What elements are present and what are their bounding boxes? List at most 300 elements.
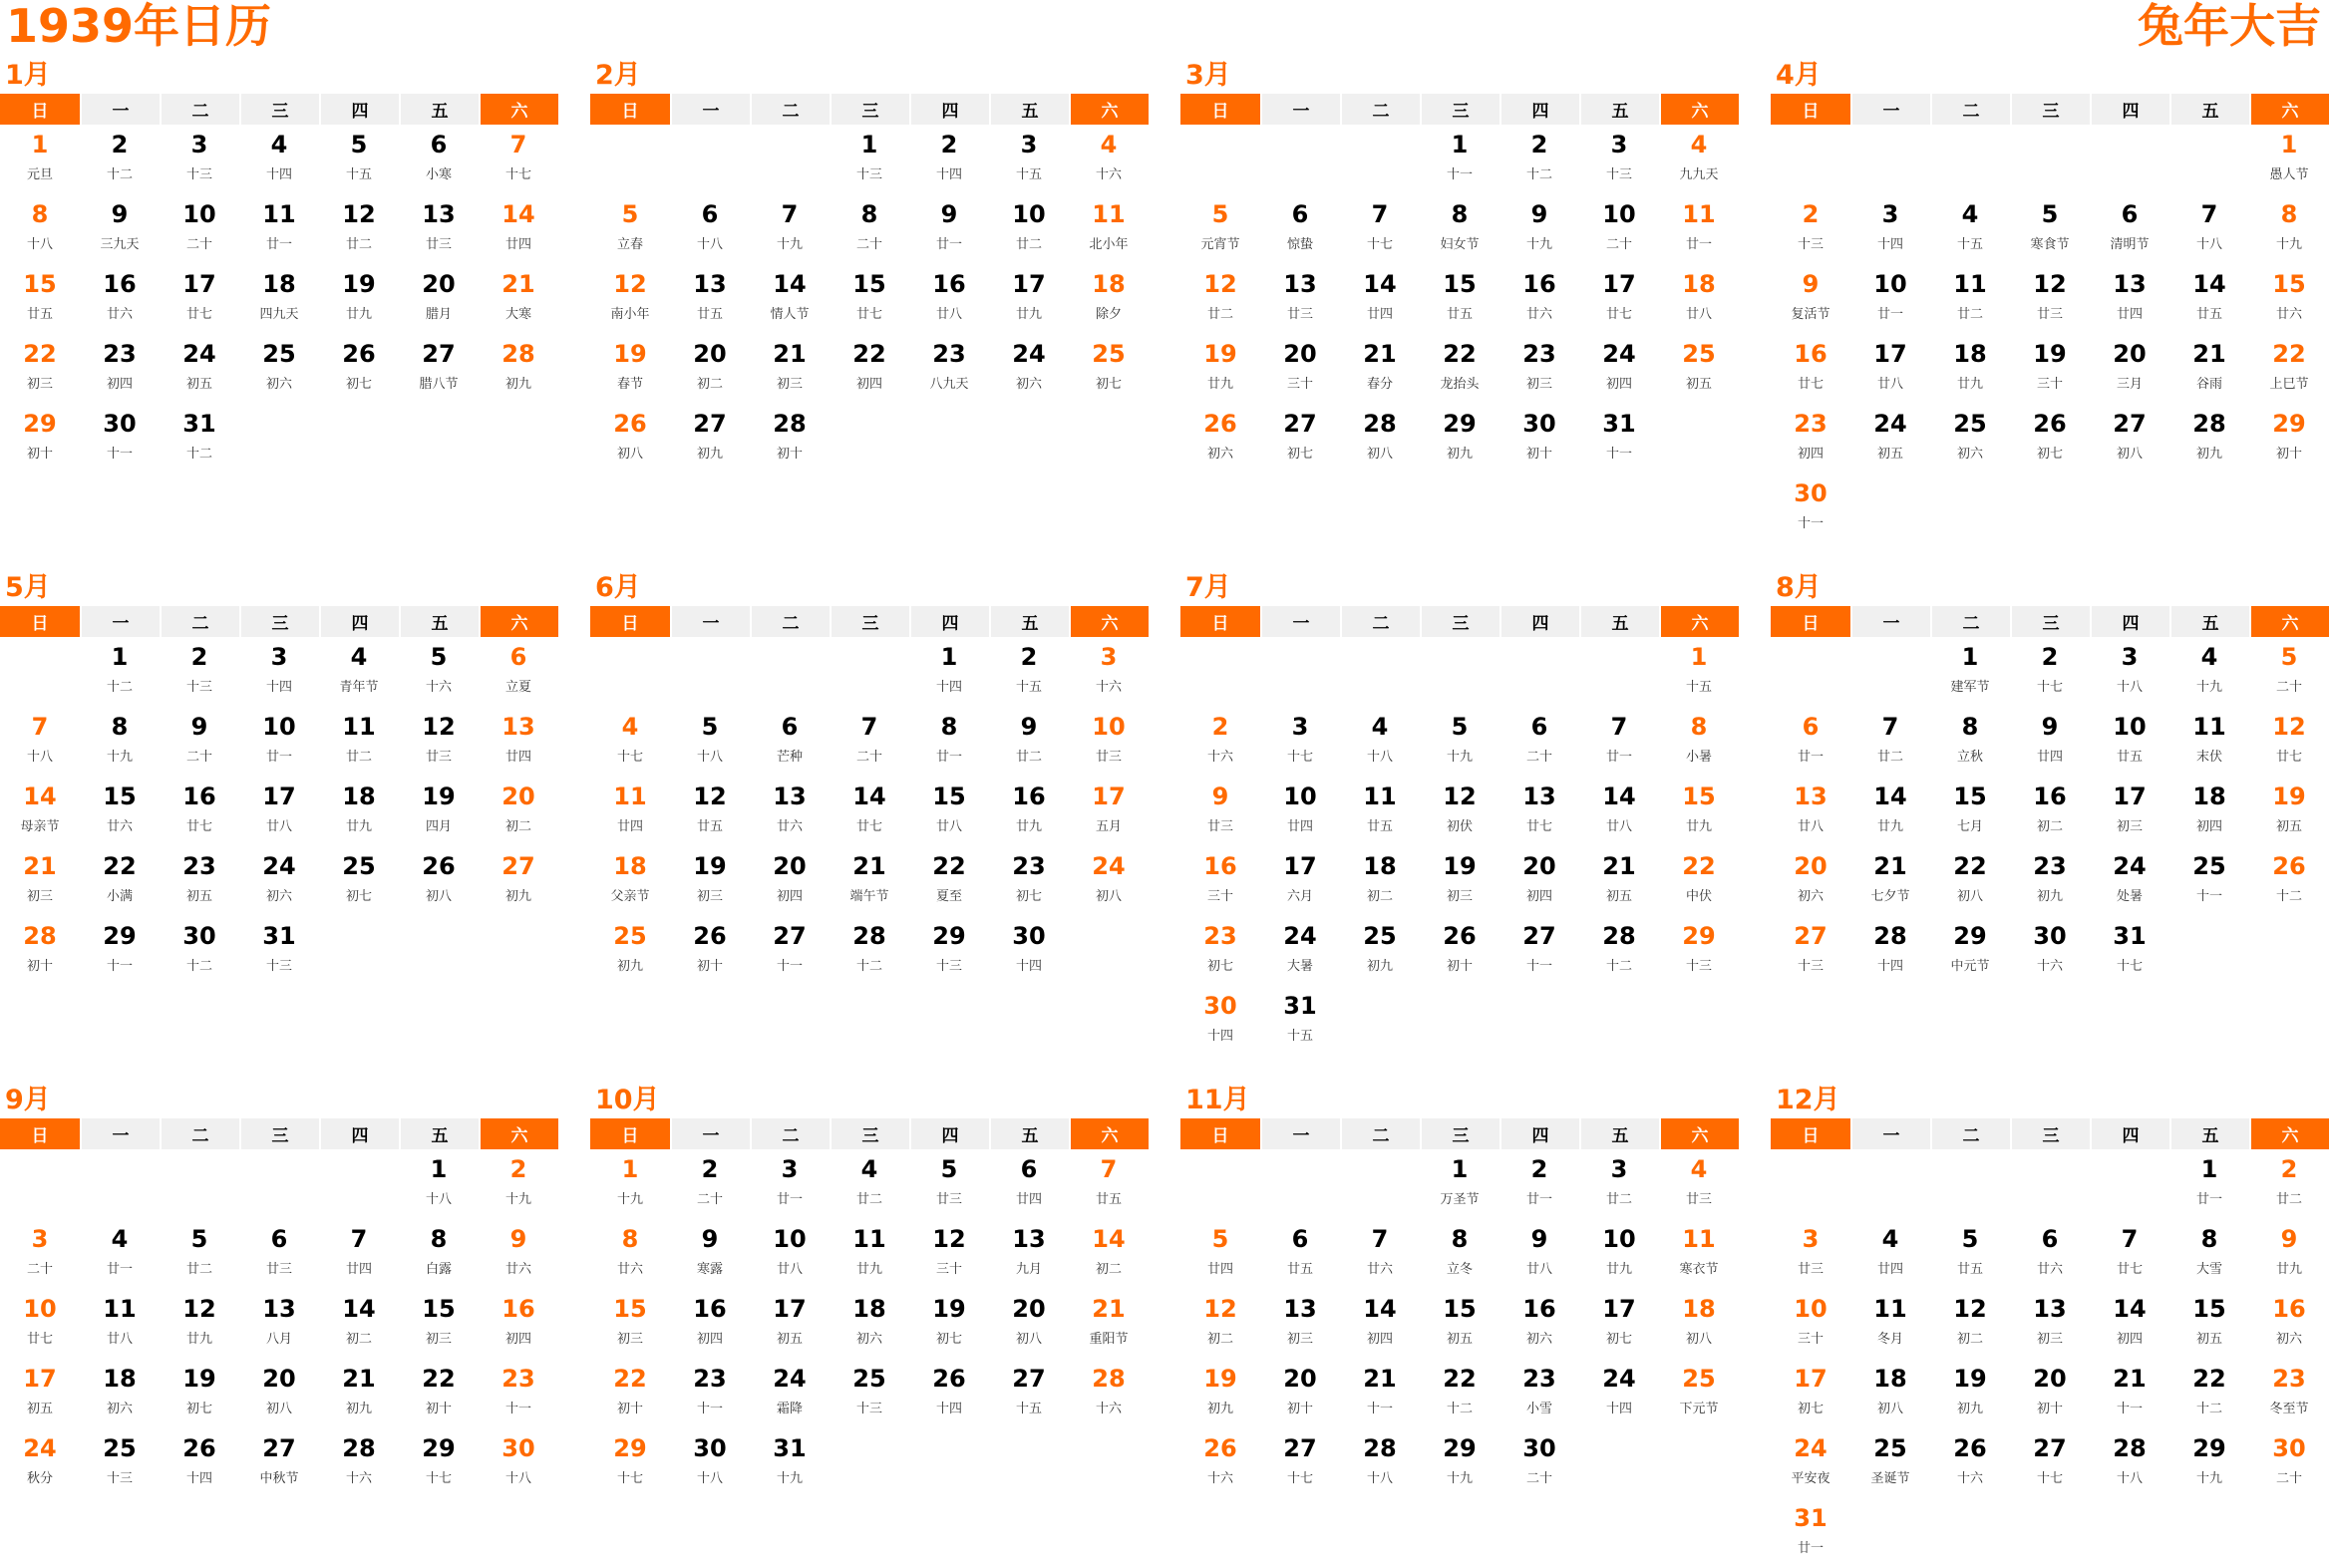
day-cell[interactable] bbox=[1850, 1219, 1930, 1289]
day-cell[interactable] bbox=[1850, 707, 1930, 777]
day-cell[interactable] bbox=[1260, 707, 1340, 777]
day-cell[interactable] bbox=[1340, 1428, 1420, 1498]
day-cell[interactable] bbox=[319, 707, 399, 777]
day-cell[interactable] bbox=[830, 1219, 909, 1289]
day-cell[interactable] bbox=[1930, 637, 2010, 707]
day-cell[interactable] bbox=[830, 1359, 909, 1428]
day-cell[interactable] bbox=[2169, 637, 2249, 707]
day-cell[interactable] bbox=[239, 1289, 319, 1359]
day-cell[interactable] bbox=[2249, 777, 2329, 846]
day-cell[interactable] bbox=[1180, 986, 1260, 1056]
day-cell[interactable] bbox=[590, 846, 670, 916]
day-cell[interactable] bbox=[2090, 1428, 2169, 1498]
day-cell[interactable] bbox=[590, 1149, 670, 1219]
day-cell[interactable] bbox=[1420, 916, 1499, 986]
day-cell[interactable] bbox=[160, 334, 239, 404]
day-cell[interactable] bbox=[2090, 1359, 2169, 1428]
day-cell[interactable] bbox=[1180, 404, 1260, 473]
day-cell[interactable] bbox=[2010, 334, 2090, 404]
day-cell[interactable] bbox=[80, 916, 160, 986]
day-cell[interactable] bbox=[1499, 1219, 1579, 1289]
day-cell[interactable] bbox=[1420, 264, 1499, 334]
day-cell[interactable] bbox=[1340, 707, 1420, 777]
day-cell[interactable] bbox=[1069, 777, 1149, 846]
day-cell[interactable] bbox=[750, 707, 830, 777]
day-cell[interactable] bbox=[2010, 707, 2090, 777]
day-cell[interactable] bbox=[399, 194, 479, 264]
day-cell[interactable] bbox=[1930, 404, 2010, 473]
day-cell[interactable] bbox=[319, 1359, 399, 1428]
day-cell[interactable] bbox=[2169, 1289, 2249, 1359]
day-cell[interactable] bbox=[670, 1359, 750, 1428]
day-cell[interactable] bbox=[830, 777, 909, 846]
day-cell[interactable] bbox=[1850, 194, 1930, 264]
day-cell[interactable] bbox=[80, 846, 160, 916]
day-cell[interactable] bbox=[1499, 125, 1579, 194]
day-cell[interactable] bbox=[1850, 264, 1930, 334]
day-cell[interactable] bbox=[239, 1219, 319, 1289]
day-cell[interactable] bbox=[670, 194, 750, 264]
day-cell[interactable] bbox=[479, 1359, 558, 1428]
day-cell[interactable] bbox=[1180, 1289, 1260, 1359]
day-cell[interactable] bbox=[909, 1219, 989, 1289]
day-cell[interactable] bbox=[80, 1219, 160, 1289]
day-cell[interactable] bbox=[2090, 846, 2169, 916]
day-cell[interactable] bbox=[479, 637, 558, 707]
day-cell[interactable] bbox=[909, 1359, 989, 1428]
day-cell[interactable] bbox=[909, 846, 989, 916]
day-cell[interactable] bbox=[2090, 1289, 2169, 1359]
day-cell[interactable] bbox=[479, 1219, 558, 1289]
day-cell[interactable] bbox=[830, 707, 909, 777]
day-cell[interactable] bbox=[1850, 1428, 1930, 1498]
day-cell[interactable] bbox=[590, 1428, 670, 1498]
day-cell[interactable] bbox=[319, 777, 399, 846]
day-cell[interactable] bbox=[1340, 777, 1420, 846]
day-cell[interactable] bbox=[1499, 707, 1579, 777]
day-cell[interactable] bbox=[2090, 777, 2169, 846]
day-cell[interactable] bbox=[590, 1359, 670, 1428]
day-cell[interactable] bbox=[0, 334, 80, 404]
day-cell[interactable] bbox=[2249, 637, 2329, 707]
day-cell[interactable] bbox=[239, 637, 319, 707]
day-cell[interactable] bbox=[1579, 264, 1659, 334]
day-cell[interactable] bbox=[1930, 707, 2010, 777]
day-cell[interactable] bbox=[670, 916, 750, 986]
day-cell[interactable] bbox=[2090, 194, 2169, 264]
day-cell[interactable] bbox=[1069, 637, 1149, 707]
day-cell[interactable] bbox=[1850, 777, 1930, 846]
day-cell[interactable] bbox=[1659, 1149, 1739, 1219]
day-cell[interactable] bbox=[1069, 1219, 1149, 1289]
day-cell[interactable] bbox=[0, 194, 80, 264]
day-cell[interactable] bbox=[160, 916, 239, 986]
day-cell[interactable] bbox=[590, 404, 670, 473]
day-cell[interactable] bbox=[590, 916, 670, 986]
day-cell[interactable] bbox=[670, 1428, 750, 1498]
day-cell[interactable] bbox=[1499, 916, 1579, 986]
day-cell[interactable] bbox=[2249, 1149, 2329, 1219]
day-cell[interactable] bbox=[2090, 1219, 2169, 1289]
day-cell[interactable] bbox=[1499, 404, 1579, 473]
day-cell[interactable] bbox=[989, 1149, 1069, 1219]
day-cell[interactable] bbox=[1771, 916, 1850, 986]
day-cell[interactable] bbox=[1180, 777, 1260, 846]
day-cell[interactable] bbox=[1260, 1359, 1340, 1428]
day-cell[interactable] bbox=[399, 637, 479, 707]
day-cell[interactable] bbox=[750, 1428, 830, 1498]
day-cell[interactable] bbox=[2249, 1359, 2329, 1428]
day-cell[interactable] bbox=[1659, 1359, 1739, 1428]
day-cell[interactable] bbox=[1771, 1359, 1850, 1428]
day-cell[interactable] bbox=[1340, 846, 1420, 916]
day-cell[interactable] bbox=[1260, 986, 1340, 1056]
day-cell[interactable] bbox=[399, 125, 479, 194]
day-cell[interactable] bbox=[1069, 846, 1149, 916]
day-cell[interactable] bbox=[1771, 1289, 1850, 1359]
day-cell[interactable] bbox=[1180, 194, 1260, 264]
day-cell[interactable] bbox=[1420, 707, 1499, 777]
day-cell[interactable] bbox=[989, 334, 1069, 404]
day-cell[interactable] bbox=[1340, 404, 1420, 473]
day-cell[interactable] bbox=[670, 264, 750, 334]
day-cell[interactable] bbox=[1659, 1219, 1739, 1289]
day-cell[interactable] bbox=[1260, 1219, 1340, 1289]
day-cell[interactable] bbox=[2090, 334, 2169, 404]
day-cell[interactable] bbox=[160, 404, 239, 473]
day-cell[interactable] bbox=[2010, 637, 2090, 707]
day-cell[interactable] bbox=[1579, 846, 1659, 916]
day-cell[interactable] bbox=[1069, 1149, 1149, 1219]
day-cell[interactable] bbox=[399, 264, 479, 334]
day-cell[interactable] bbox=[1180, 1219, 1260, 1289]
day-cell[interactable] bbox=[1499, 334, 1579, 404]
day-cell[interactable] bbox=[2010, 1428, 2090, 1498]
day-cell[interactable] bbox=[1260, 264, 1340, 334]
day-cell[interactable] bbox=[1340, 1289, 1420, 1359]
day-cell[interactable] bbox=[909, 1289, 989, 1359]
day-cell[interactable] bbox=[1850, 334, 1930, 404]
day-cell[interactable] bbox=[670, 404, 750, 473]
day-cell[interactable] bbox=[1420, 1149, 1499, 1219]
day-cell[interactable] bbox=[80, 125, 160, 194]
day-cell[interactable] bbox=[319, 1219, 399, 1289]
day-cell[interactable] bbox=[319, 846, 399, 916]
day-cell[interactable] bbox=[670, 1289, 750, 1359]
day-cell[interactable] bbox=[989, 264, 1069, 334]
day-cell[interactable] bbox=[2249, 125, 2329, 194]
day-cell[interactable] bbox=[0, 916, 80, 986]
day-cell[interactable] bbox=[1579, 404, 1659, 473]
day-cell[interactable] bbox=[239, 264, 319, 334]
day-cell[interactable] bbox=[1340, 1359, 1420, 1428]
day-cell[interactable] bbox=[1069, 125, 1149, 194]
day-cell[interactable] bbox=[1850, 846, 1930, 916]
day-cell[interactable] bbox=[830, 1289, 909, 1359]
day-cell[interactable] bbox=[160, 1359, 239, 1428]
day-cell[interactable] bbox=[1260, 334, 1340, 404]
day-cell[interactable] bbox=[590, 777, 670, 846]
day-cell[interactable] bbox=[1420, 1359, 1499, 1428]
day-cell[interactable] bbox=[2249, 1289, 2329, 1359]
day-cell[interactable] bbox=[1180, 707, 1260, 777]
day-cell[interactable] bbox=[160, 707, 239, 777]
day-cell[interactable] bbox=[989, 916, 1069, 986]
day-cell[interactable] bbox=[0, 1219, 80, 1289]
day-cell[interactable] bbox=[1180, 1428, 1260, 1498]
day-cell[interactable] bbox=[1340, 264, 1420, 334]
day-cell[interactable] bbox=[590, 264, 670, 334]
day-cell[interactable] bbox=[0, 404, 80, 473]
day-cell[interactable] bbox=[1771, 1498, 1850, 1568]
day-cell[interactable] bbox=[1930, 264, 2010, 334]
day-cell[interactable] bbox=[1069, 1289, 1149, 1359]
day-cell[interactable] bbox=[989, 1359, 1069, 1428]
day-cell[interactable] bbox=[590, 707, 670, 777]
day-cell[interactable] bbox=[750, 1289, 830, 1359]
day-cell[interactable] bbox=[2169, 1428, 2249, 1498]
day-cell[interactable] bbox=[1420, 777, 1499, 846]
day-cell[interactable] bbox=[1260, 846, 1340, 916]
day-cell[interactable] bbox=[989, 846, 1069, 916]
day-cell[interactable] bbox=[1579, 1289, 1659, 1359]
day-cell[interactable] bbox=[750, 777, 830, 846]
day-cell[interactable] bbox=[319, 264, 399, 334]
day-cell[interactable] bbox=[399, 777, 479, 846]
day-cell[interactable] bbox=[909, 125, 989, 194]
day-cell[interactable] bbox=[670, 1219, 750, 1289]
day-cell[interactable] bbox=[1579, 1219, 1659, 1289]
day-cell[interactable] bbox=[1659, 637, 1739, 707]
day-cell[interactable] bbox=[1579, 916, 1659, 986]
day-cell[interactable] bbox=[1579, 1149, 1659, 1219]
day-cell[interactable] bbox=[2090, 264, 2169, 334]
day-cell[interactable] bbox=[239, 334, 319, 404]
day-cell[interactable] bbox=[239, 125, 319, 194]
day-cell[interactable] bbox=[479, 334, 558, 404]
day-cell[interactable] bbox=[239, 916, 319, 986]
day-cell[interactable] bbox=[1771, 777, 1850, 846]
day-cell[interactable] bbox=[399, 1219, 479, 1289]
day-cell[interactable] bbox=[160, 1289, 239, 1359]
day-cell[interactable] bbox=[2249, 1428, 2329, 1498]
day-cell[interactable] bbox=[80, 194, 160, 264]
day-cell[interactable] bbox=[909, 916, 989, 986]
day-cell[interactable] bbox=[750, 334, 830, 404]
day-cell[interactable] bbox=[989, 777, 1069, 846]
day-cell[interactable] bbox=[1499, 1289, 1579, 1359]
day-cell[interactable] bbox=[830, 1149, 909, 1219]
day-cell[interactable] bbox=[750, 404, 830, 473]
day-cell[interactable] bbox=[2169, 404, 2249, 473]
day-cell[interactable] bbox=[2090, 637, 2169, 707]
day-cell[interactable] bbox=[0, 1428, 80, 1498]
day-cell[interactable] bbox=[1930, 334, 2010, 404]
day-cell[interactable] bbox=[1420, 1219, 1499, 1289]
day-cell[interactable] bbox=[1930, 777, 2010, 846]
day-cell[interactable] bbox=[590, 1289, 670, 1359]
day-cell[interactable] bbox=[989, 1289, 1069, 1359]
day-cell[interactable] bbox=[2010, 916, 2090, 986]
day-cell[interactable] bbox=[909, 334, 989, 404]
day-cell[interactable] bbox=[989, 707, 1069, 777]
day-cell[interactable] bbox=[1069, 334, 1149, 404]
day-cell[interactable] bbox=[1579, 707, 1659, 777]
day-cell[interactable] bbox=[1499, 1428, 1579, 1498]
day-cell[interactable] bbox=[479, 707, 558, 777]
day-cell[interactable] bbox=[1180, 846, 1260, 916]
day-cell[interactable] bbox=[1260, 916, 1340, 986]
day-cell[interactable] bbox=[989, 125, 1069, 194]
day-cell[interactable] bbox=[80, 637, 160, 707]
day-cell[interactable] bbox=[160, 637, 239, 707]
day-cell[interactable] bbox=[989, 637, 1069, 707]
day-cell[interactable] bbox=[479, 125, 558, 194]
day-cell[interactable] bbox=[1850, 916, 1930, 986]
day-cell[interactable] bbox=[479, 777, 558, 846]
day-cell[interactable] bbox=[830, 264, 909, 334]
day-cell[interactable] bbox=[80, 334, 160, 404]
day-cell[interactable] bbox=[399, 846, 479, 916]
day-cell[interactable] bbox=[2090, 707, 2169, 777]
day-cell[interactable] bbox=[909, 637, 989, 707]
day-cell[interactable] bbox=[1499, 194, 1579, 264]
day-cell[interactable] bbox=[239, 1428, 319, 1498]
day-cell[interactable] bbox=[160, 777, 239, 846]
day-cell[interactable] bbox=[1930, 194, 2010, 264]
day-cell[interactable] bbox=[1420, 334, 1499, 404]
day-cell[interactable] bbox=[2010, 777, 2090, 846]
day-cell[interactable] bbox=[750, 264, 830, 334]
day-cell[interactable] bbox=[750, 846, 830, 916]
day-cell[interactable] bbox=[750, 194, 830, 264]
day-cell[interactable] bbox=[989, 1219, 1069, 1289]
day-cell[interactable] bbox=[670, 707, 750, 777]
day-cell[interactable] bbox=[670, 334, 750, 404]
day-cell[interactable] bbox=[2249, 1219, 2329, 1289]
day-cell[interactable] bbox=[239, 1359, 319, 1428]
day-cell[interactable] bbox=[319, 125, 399, 194]
day-cell[interactable] bbox=[1260, 1428, 1340, 1498]
day-cell[interactable] bbox=[1771, 1219, 1850, 1289]
day-cell[interactable] bbox=[989, 194, 1069, 264]
day-cell[interactable] bbox=[2010, 264, 2090, 334]
day-cell[interactable] bbox=[2249, 404, 2329, 473]
day-cell[interactable] bbox=[0, 125, 80, 194]
day-cell[interactable] bbox=[1340, 1219, 1420, 1289]
day-cell[interactable] bbox=[399, 1359, 479, 1428]
day-cell[interactable] bbox=[160, 846, 239, 916]
day-cell[interactable] bbox=[1659, 777, 1739, 846]
day-cell[interactable] bbox=[909, 777, 989, 846]
day-cell[interactable] bbox=[750, 1219, 830, 1289]
day-cell[interactable] bbox=[2249, 846, 2329, 916]
day-cell[interactable] bbox=[2090, 916, 2169, 986]
day-cell[interactable] bbox=[1499, 777, 1579, 846]
day-cell[interactable] bbox=[2169, 846, 2249, 916]
day-cell[interactable] bbox=[2169, 777, 2249, 846]
day-cell[interactable] bbox=[750, 1359, 830, 1428]
day-cell[interactable] bbox=[1420, 1289, 1499, 1359]
day-cell[interactable] bbox=[0, 1359, 80, 1428]
day-cell[interactable] bbox=[1771, 1428, 1850, 1498]
day-cell[interactable] bbox=[1659, 125, 1739, 194]
day-cell[interactable] bbox=[1659, 334, 1739, 404]
day-cell[interactable] bbox=[80, 264, 160, 334]
day-cell[interactable] bbox=[319, 1289, 399, 1359]
day-cell[interactable] bbox=[160, 125, 239, 194]
day-cell[interactable] bbox=[1180, 334, 1260, 404]
day-cell[interactable] bbox=[1579, 125, 1659, 194]
day-cell[interactable] bbox=[1930, 1219, 2010, 1289]
day-cell[interactable] bbox=[479, 1289, 558, 1359]
day-cell[interactable] bbox=[2010, 404, 2090, 473]
day-cell[interactable] bbox=[1260, 194, 1340, 264]
day-cell[interactable] bbox=[0, 777, 80, 846]
day-cell[interactable] bbox=[2169, 194, 2249, 264]
day-cell[interactable] bbox=[909, 194, 989, 264]
day-cell[interactable] bbox=[1260, 1289, 1340, 1359]
day-cell[interactable] bbox=[2010, 1359, 2090, 1428]
day-cell[interactable] bbox=[1659, 264, 1739, 334]
day-cell[interactable] bbox=[2010, 1219, 2090, 1289]
day-cell[interactable] bbox=[1069, 1359, 1149, 1428]
day-cell[interactable] bbox=[670, 777, 750, 846]
day-cell[interactable] bbox=[1930, 846, 2010, 916]
day-cell[interactable] bbox=[479, 194, 558, 264]
day-cell[interactable] bbox=[0, 707, 80, 777]
day-cell[interactable] bbox=[319, 194, 399, 264]
day-cell[interactable] bbox=[2169, 1359, 2249, 1428]
day-cell[interactable] bbox=[1659, 194, 1739, 264]
day-cell[interactable] bbox=[479, 264, 558, 334]
day-cell[interactable] bbox=[1850, 1289, 1930, 1359]
day-cell[interactable] bbox=[1771, 473, 1850, 543]
day-cell[interactable] bbox=[1930, 1428, 2010, 1498]
day-cell[interactable] bbox=[909, 1149, 989, 1219]
day-cell[interactable] bbox=[1771, 264, 1850, 334]
day-cell[interactable] bbox=[1659, 707, 1739, 777]
day-cell[interactable] bbox=[80, 1428, 160, 1498]
day-cell[interactable] bbox=[1579, 777, 1659, 846]
day-cell[interactable] bbox=[2249, 707, 2329, 777]
day-cell[interactable] bbox=[830, 846, 909, 916]
day-cell[interactable] bbox=[1420, 846, 1499, 916]
day-cell[interactable] bbox=[1579, 334, 1659, 404]
day-cell[interactable] bbox=[590, 1219, 670, 1289]
day-cell[interactable] bbox=[1850, 404, 1930, 473]
day-cell[interactable] bbox=[1260, 404, 1340, 473]
day-cell[interactable] bbox=[160, 1428, 239, 1498]
day-cell[interactable] bbox=[1499, 846, 1579, 916]
day-cell[interactable] bbox=[1579, 1359, 1659, 1428]
day-cell[interactable] bbox=[1340, 334, 1420, 404]
day-cell[interactable] bbox=[670, 1149, 750, 1219]
day-cell[interactable] bbox=[1930, 1359, 2010, 1428]
day-cell[interactable] bbox=[160, 194, 239, 264]
day-cell[interactable] bbox=[80, 1359, 160, 1428]
day-cell[interactable] bbox=[2169, 264, 2249, 334]
day-cell[interactable] bbox=[830, 916, 909, 986]
day-cell[interactable] bbox=[2169, 707, 2249, 777]
day-cell[interactable] bbox=[1340, 194, 1420, 264]
day-cell[interactable] bbox=[0, 846, 80, 916]
day-cell[interactable] bbox=[0, 264, 80, 334]
day-cell[interactable] bbox=[1180, 1359, 1260, 1428]
day-cell[interactable] bbox=[399, 1149, 479, 1219]
day-cell[interactable] bbox=[239, 777, 319, 846]
day-cell[interactable] bbox=[1659, 916, 1739, 986]
